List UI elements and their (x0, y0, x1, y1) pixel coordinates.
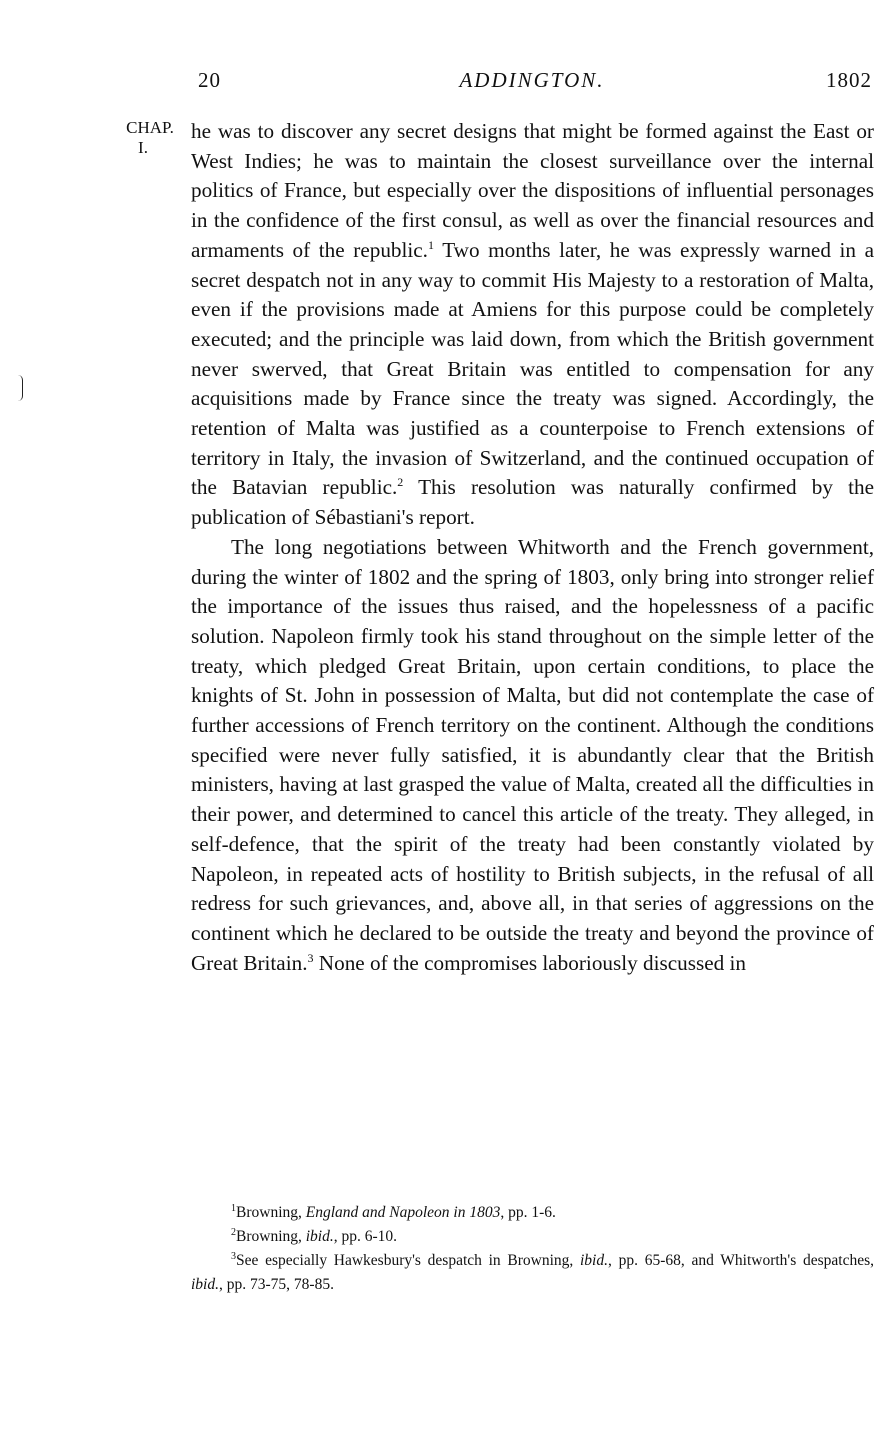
footnote-reference: 1 (427, 237, 434, 252)
footnote-mark: 2 (231, 1227, 236, 1238)
margin-bracket-mark (18, 375, 23, 401)
footnote-text: , pp. 1-6. (500, 1204, 556, 1221)
running-title: ADDINGTON. (459, 68, 605, 92)
body-text (191, 117, 874, 978)
footnote-text: Browning, (236, 1228, 306, 1245)
footnote-mark: 1 (231, 1203, 236, 1214)
paragraph-text: he was to discover any secret designs that might be formed against the East or West Indies; he was to maintain the closest surveillance over the internal politics of France, but especially over the dispositions of influential personages in the confidence of the first consul, as well as over the financial resources and armaments of the republic. (191, 119, 874, 262)
footnote-text: See especially Hawkesbury's despatch in Browning, (236, 1252, 580, 1269)
footnote (191, 1249, 874, 1297)
footnote-reference: 3 (307, 950, 314, 965)
footnote (191, 1225, 874, 1249)
footnote-italic: ibid. (305, 1228, 334, 1245)
footnote-text: , pp. 73-75, 78-85. (219, 1276, 334, 1293)
paragraph (191, 117, 874, 533)
paragraph-text: None of the compromises laboriously discussed in (313, 950, 747, 975)
chapter-label: CHAP. (126, 118, 174, 137)
footnote-italic: ibid. (191, 1276, 219, 1293)
footnote-text: , pp. 65-68, and Whitworth's despatches, (608, 1252, 874, 1269)
chapter-marker (115, 118, 185, 158)
paragraph (191, 533, 874, 979)
footnote-reference: 2 (397, 475, 404, 490)
footnote-italic: ibid. (580, 1252, 608, 1269)
running-year: 1802 (826, 68, 872, 92)
footnote-text: , pp. 6-10. (333, 1228, 398, 1245)
footnote (191, 1201, 874, 1225)
paragraph-text: The long negotiations between Whitworth and the French government, during the winter of 1802 and the spring of 1803, only bring into stronger relief the importance of the issues thus raised, and the hopelessness of a pacific solution. Napoleon firmly took his stand throughout on the simple letter of the treaty, which pledged Great Britain, upon certain conditions, to place the knights of St. John in possession of Malta, but did not contemplate the case of further accessions of French territory on the continent. Although the conditions specified were never fully satisfied, it is abundantly clear that the British ministers, having at last grasped the value of Malta, created all the difficulties in their power, and determined to cancel this article of the treaty. They alleged, in self-defence, that the spirit of the treaty had been constantly violated by Napoleon, in repeated acts of hostility to British subjects, in the refusal of all redress for such grievances, and, above all, in that series of aggressions on the continent which he declared to be outside the treaty and beyond the province of Great Britain. (191, 534, 874, 975)
running-head (190, 68, 874, 98)
page-number: 20 (198, 68, 221, 92)
paragraph-text: This resolution was naturally confirmed by the publication of Sébastiani's report. (191, 475, 875, 530)
footnote-mark: 3 (231, 1251, 236, 1262)
chapter-number: I. (138, 138, 148, 157)
footnote-italic: England and Napoleon in 1803 (305, 1204, 501, 1221)
footnotes (191, 1201, 874, 1297)
footnote-text: Browning, (236, 1204, 306, 1221)
paragraph-text: Two months later, he was expressly warned in a secret despatch not in any way to commit His Majesty to a restoration of Malta, even if the provisions made at Amiens for this purpose could be completely executed; and the principle was laid down, from which the British government never swerved, that Great Britain was entitled to compensation for any acquisitions made by France since the treaty was signed. Accordingly, the retention of Malta was justified as a counterpoise to French extensions of territory in Italy, the invasion of Switzerland, and the continued occupation of the Batavian republic. (191, 237, 874, 500)
